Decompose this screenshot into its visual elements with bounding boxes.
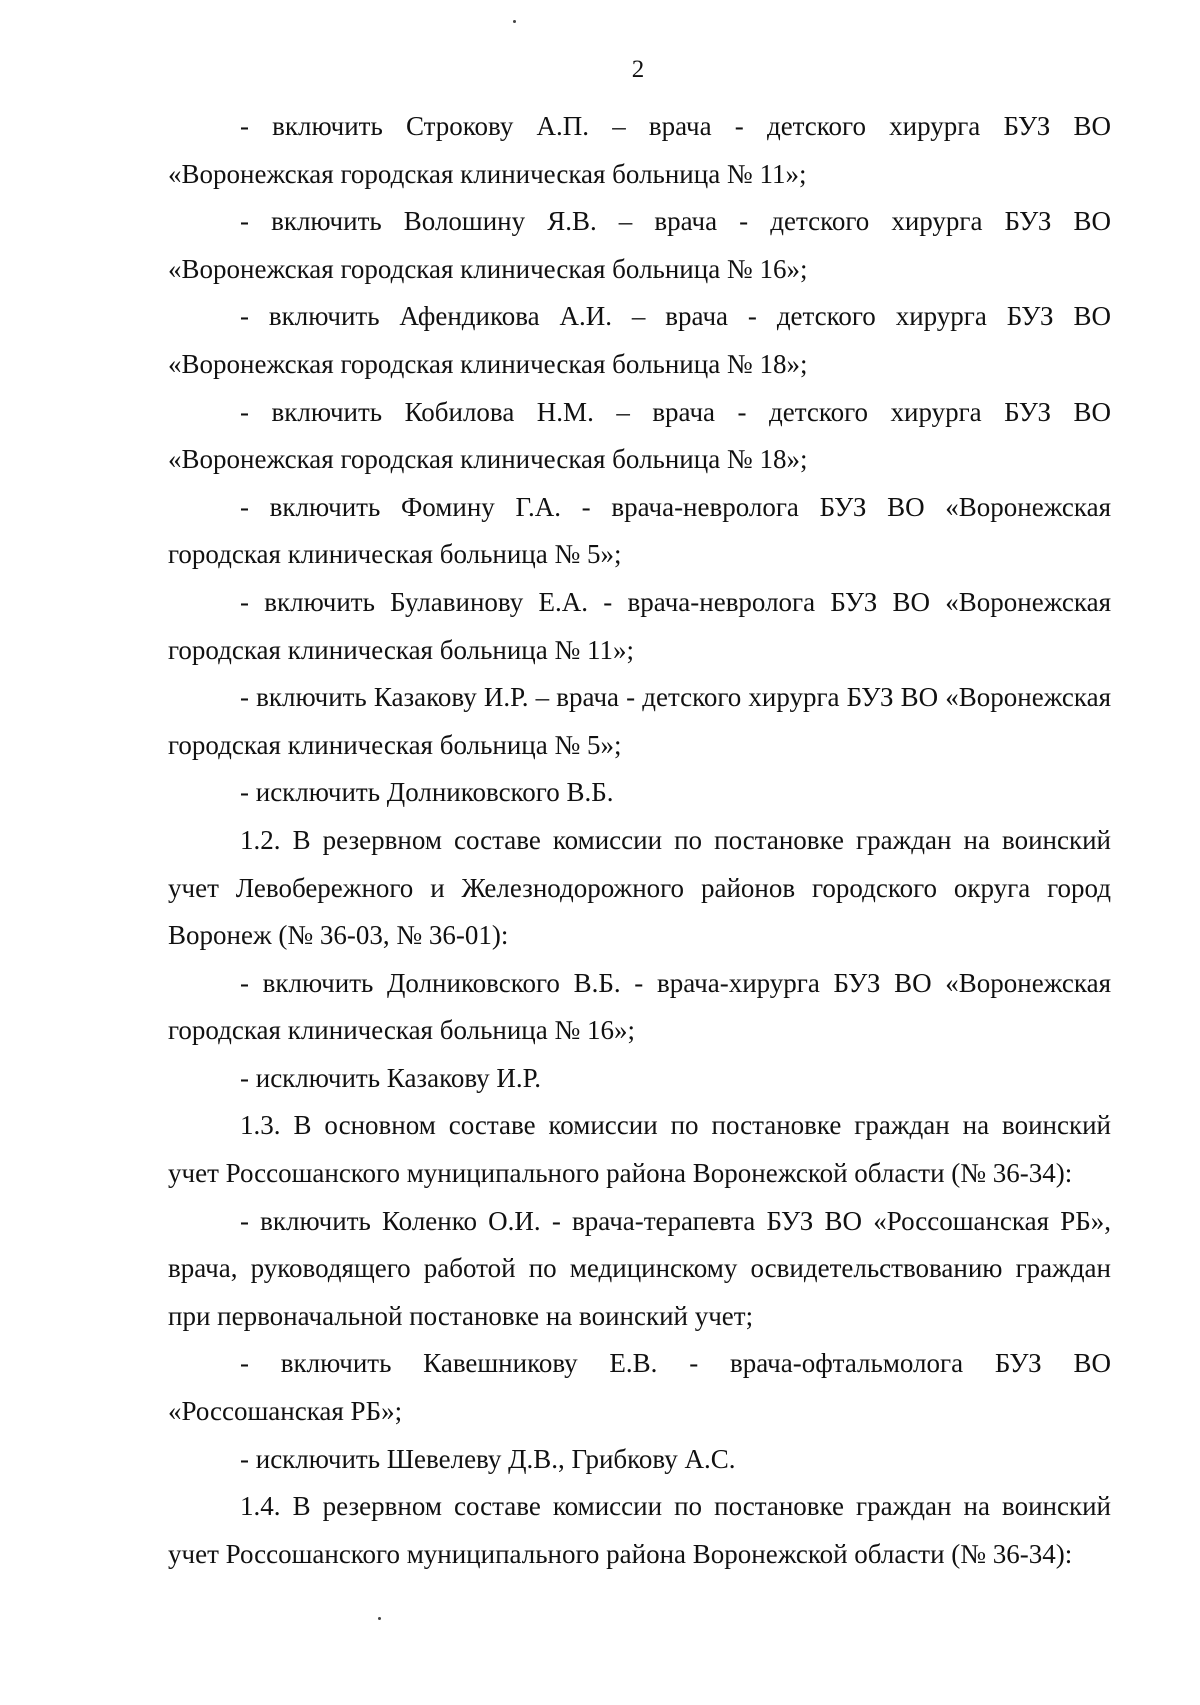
paragraph: - исключить Казакову И.Р. [240,1062,542,1093]
document-body [168,103,1111,1578]
paragraph: 1.3. В основном составе комиссии по постановке граждан на воинский учет Россошанского муниципального района Воронежской области (№ 36-34): [168,1110,1111,1189]
paragraph: - включить Булавинову Е.А. - врача-невролога БУЗ ВО «Воронежская городская клиническая больница № 11»; [168,586,1111,665]
paragraph: - включить Афендикова А.И. – врача - детского хирурга БУЗ ВО «Воронежская городская клиническая больница № 18»; [168,301,1111,379]
scan-speck [513,20,516,23]
paragraph: - включить Коленко О.И. - врача-терапевта БУЗ ВО «Россошанская РБ», врача, руководящего работой по медицинскому освидетельствованию граждан при первоначальной постановке на воинский учет; [168,1205,1111,1331]
page-number: 2 [631,56,645,83]
paragraph: - включить Долниковского В.Б. - врача-хирурга БУЗ ВО «Воронежская городская клиническая больница № 16»; [168,967,1111,1046]
paragraph: - исключить Шевелеву Д.В., Грибкову А.С. [240,1443,736,1474]
scan-speck [378,1617,381,1620]
paragraph: - включить Казакову И.Р. – врача - детского хирурга БУЗ ВО «Воронежская городская клиническая больница № 5»; [168,682,1111,760]
paragraph: - включить Строкову А.П. – врача - детского хирурга БУЗ ВО «Воронежская городская клиническая больница № 11»; [168,111,1111,189]
paragraph: - включить Кобилова Н.М. – врача - детского хирурга БУЗ ВО «Воронежская городская клиническая больница № 18»; [168,396,1111,475]
paragraph: - исключить Долниковского В.Б. [240,777,614,808]
paragraph: - включить Фомину Г.А. - врача-невролога БУЗ ВО «Воронежская городская клиническая больница № 5»; [168,491,1111,570]
paragraph: 1.2. В резервном составе комиссии по постановке граждан на воинский учет Левобережного и Железнодорожного районов городского округа город Воронеж (№ 36-03, № 36-01): [168,824,1111,951]
paragraph: - включить Волошину Я.В. – врача - детского хирурга БУЗ ВО «Воронежская городская клиническая больница № 16»; [168,206,1111,284]
paragraph: - включить Кавешникову Е.В. - врача-офтальмолога БУЗ ВО «Россошанская РБ»; [168,1348,1111,1427]
paragraph: 1.4. В резервном составе комиссии по постановке граждан на воинский учет Россошанского муниципального района Воронежской области (№ 36-34): [168,1491,1111,1569]
